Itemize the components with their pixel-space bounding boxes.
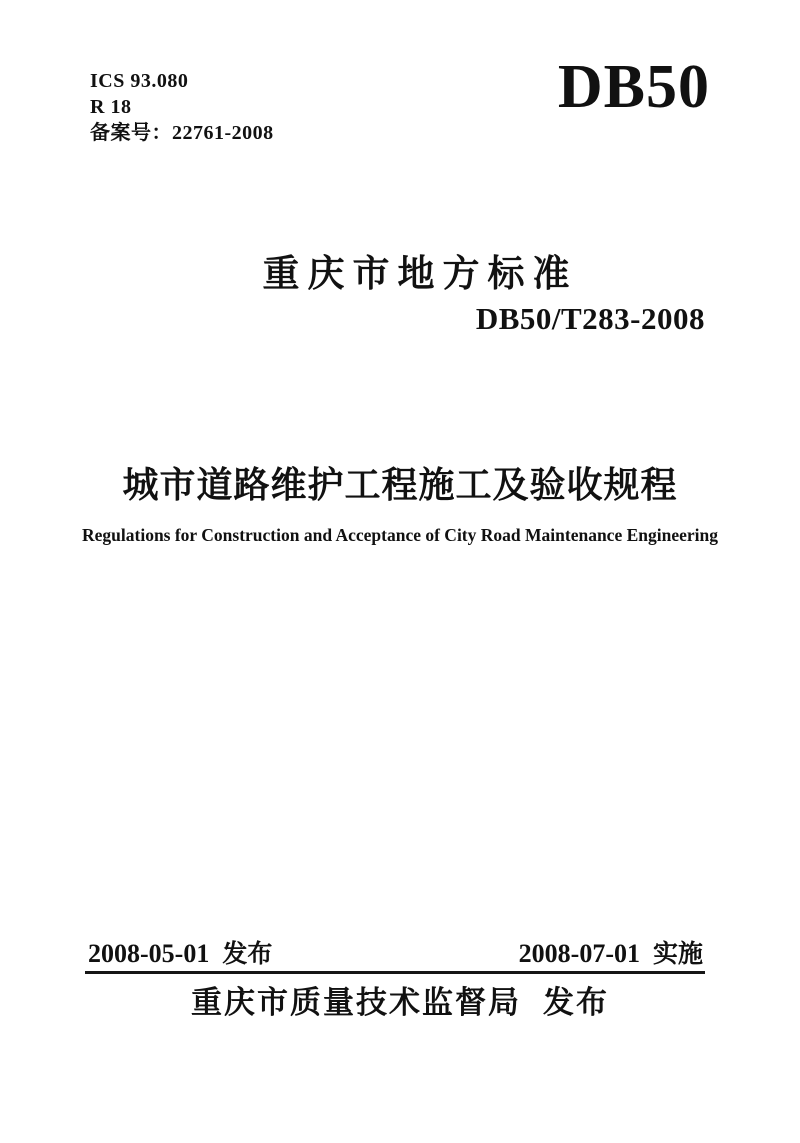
footer-divider-line xyxy=(85,971,705,974)
implement-date-line xyxy=(519,938,703,969)
issue-label: 发布 xyxy=(222,940,273,968)
dates-row xyxy=(88,938,703,969)
publish-action: 发布 xyxy=(543,985,609,1020)
standard-type-title: 重庆市地方标准 xyxy=(262,253,578,294)
record-number: 备案号：22761-2008 xyxy=(90,122,274,144)
standard-code: DB50/T283-2008 xyxy=(475,301,705,336)
issue-date-line xyxy=(88,938,272,969)
publisher-name: 重庆市质量技术监督局 xyxy=(191,985,521,1020)
implement-date: 2008-07-01 xyxy=(518,939,640,968)
publisher-line xyxy=(0,984,800,1023)
issue-date: 2008-05-01 xyxy=(88,939,210,968)
document-title-zh: 城市道路维护工程施工及验收规程 xyxy=(122,464,678,505)
db50-logo: DB50 xyxy=(557,53,710,121)
header-meta xyxy=(90,68,274,146)
document-title-en: Regulations for Construction and Acceptance of City Road Maintenance Engineering xyxy=(82,525,718,545)
ics-code: ICS 93.080 xyxy=(90,70,189,92)
doc-class-code: R 18 xyxy=(90,96,132,118)
implement-label: 实施 xyxy=(652,940,703,968)
